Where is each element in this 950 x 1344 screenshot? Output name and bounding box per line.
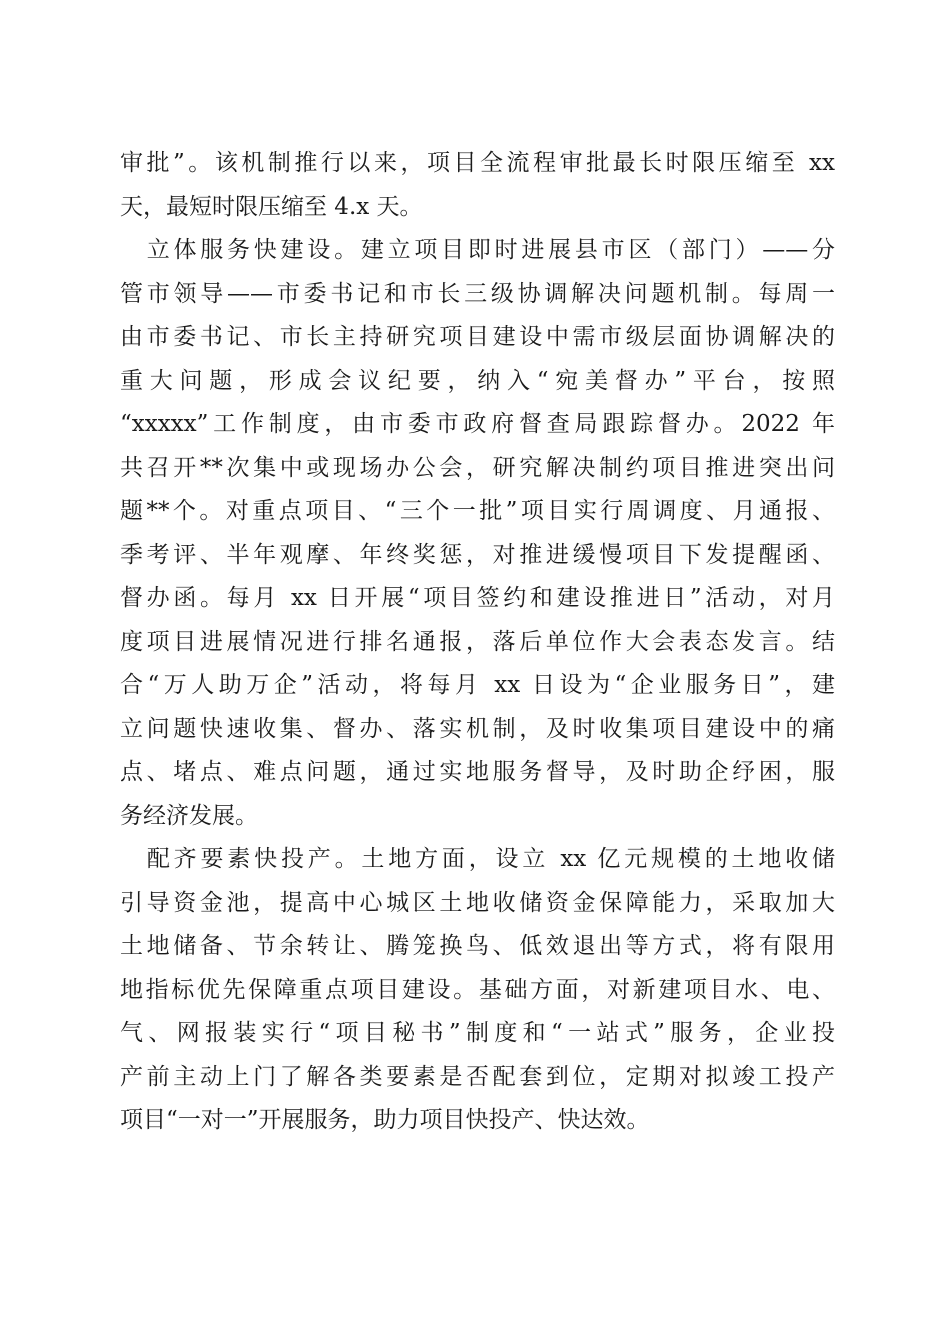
text-line: 务经济发展。 xyxy=(120,802,258,829)
paragraph-1 xyxy=(120,142,835,229)
text-line: 合“万人助万企”活动，将每月 xx 日设为“企业服务日”，建 xyxy=(120,672,835,698)
text-line: 度项目进展情况进行排名通报，落后单位作大会表态发言。结 xyxy=(120,628,835,655)
paragraph-2 xyxy=(120,229,835,838)
paragraph-3 xyxy=(120,838,835,1143)
text-line: 审批”。该机制推行以来，项目全流程审批最长时限压缩至 xx xyxy=(120,150,835,176)
text-line: 产前主动上门了解各类要素是否配套到位，定期对拟竣工投产 xyxy=(120,1063,835,1090)
text-line: 配齐要素快投产。土地方面，设立 xx 亿元规模的土地收储 xyxy=(120,846,835,872)
text-line: 季考评、半年观摩、年终奖惩，对推进缓慢项目下发提醒函、 xyxy=(120,541,835,568)
text-line: 共召开**次集中或现场办公会，研究解决制约项目推进突出问 xyxy=(120,454,835,481)
text-line: 管市领导——市委书记和市长三级协调解决问题机制。每周一 xyxy=(120,280,835,307)
document-body xyxy=(120,142,835,1143)
text-line: 题**个。对重点项目、“三个一批”项目实行周调度、月通报、 xyxy=(120,498,835,524)
text-line: 天，最短时限压缩至 4.x 天。 xyxy=(120,193,423,220)
text-line: 由市委书记、市长主持研究项目建设中需市级层面协调解决的 xyxy=(120,324,835,350)
text-line: 重大问题，形成会议纪要，纳入“宛美督办”平台，按照 xyxy=(120,367,835,394)
text-line: 项目“一对一”开展服务，助力项目快投产、快达效。 xyxy=(120,1107,650,1133)
text-line: 督办函。每月 xx 日开展“项目签约和建设推进日”活动，对月 xyxy=(120,585,835,611)
text-line: 点、堵点、难点问题，通过实地服务督导，及时助企纾困，服 xyxy=(120,759,835,785)
text-line: 立体服务快建设。建立项目即时进展县市区（部门）——分 xyxy=(120,237,835,263)
text-line: 土地储备、节余转让、腾笼换鸟、低效退出等方式，将有限用 xyxy=(120,933,835,959)
text-line: 气、网报装实行“项目秘书”制度和“一站式”服务，企业投 xyxy=(120,1020,835,1046)
text-line: 立问题快速收集、督办、落实机制，及时收集项目建设中的痛 xyxy=(120,715,835,742)
text-line: 引导资金池，提高中心城区土地收储资金保障能力，采取加大 xyxy=(120,889,835,916)
text-line: 地指标优先保障重点项目建设。基础方面，对新建项目水、电、 xyxy=(120,976,835,1003)
text-line: “xxxxx”工作制度，由市委市政府督查局跟踪督办。2022 年 xyxy=(120,411,835,437)
